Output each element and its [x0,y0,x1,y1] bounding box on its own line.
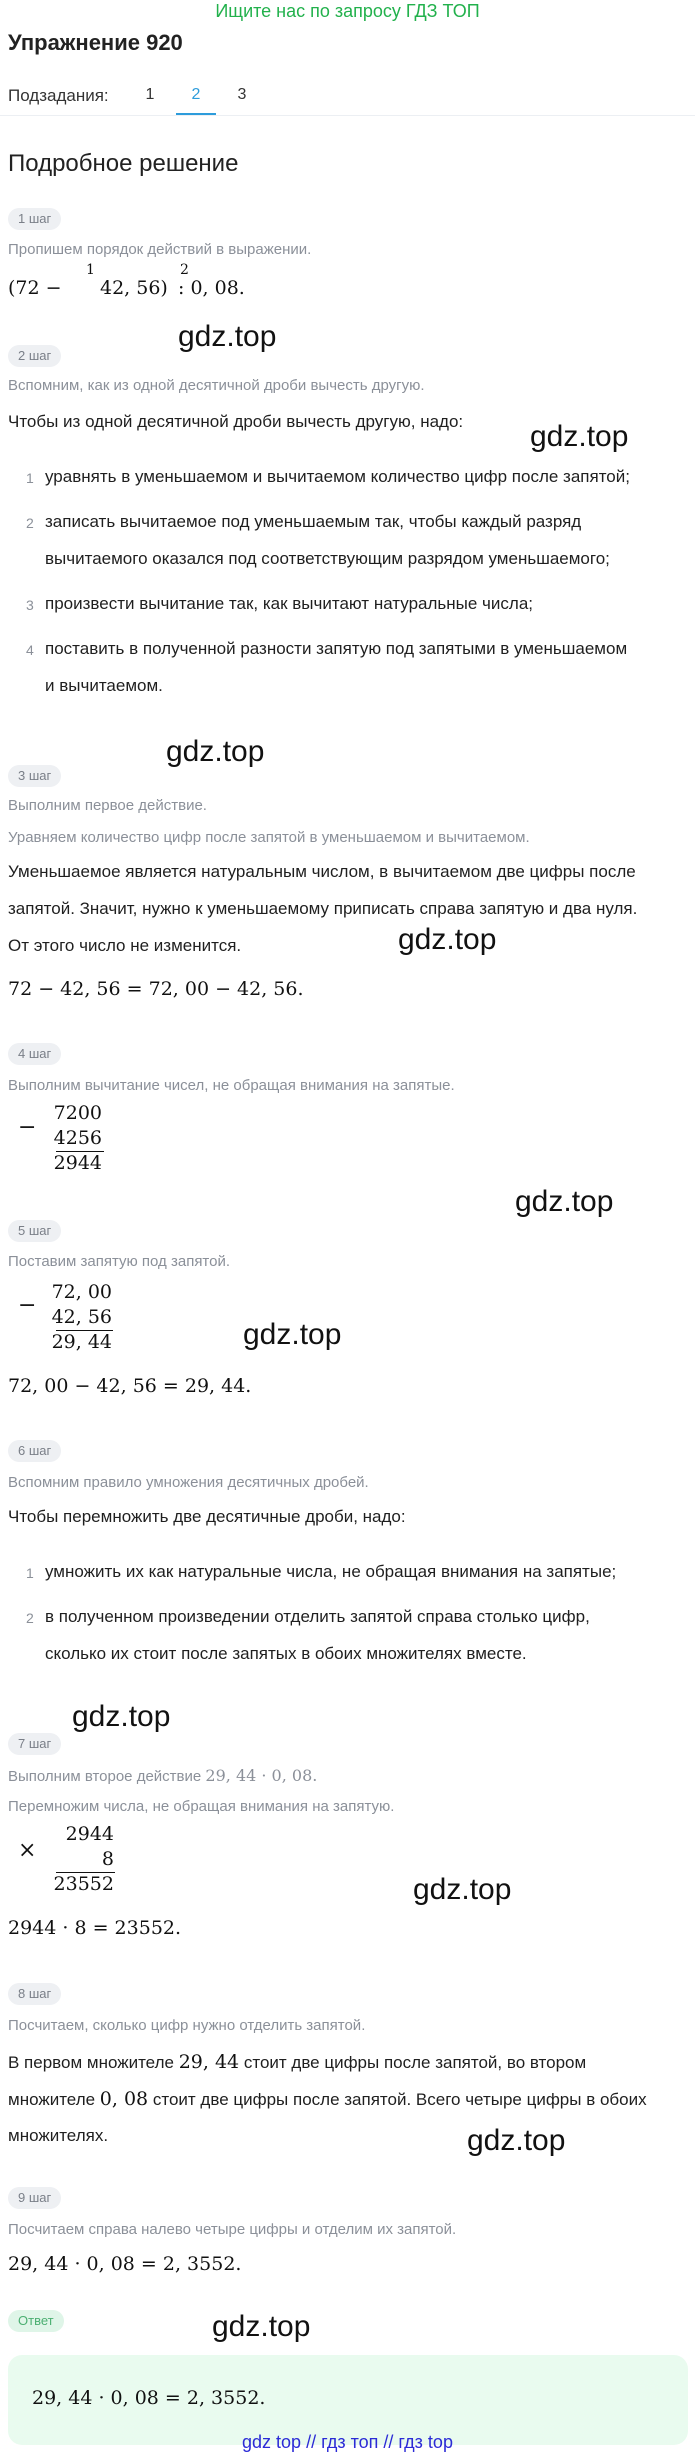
step3-text-line-1: Уменьшаемое является натуральным числом, в вычитаемом две цифры после [8,862,636,881]
list-item: поставить в полученной разности запятую под запятыми в уменьшаемом [45,639,628,658]
list-item-number: 3 [26,597,34,613]
footer-link-gdz-top-mixed[interactable]: гдз top [398,2432,453,2452]
tab-subtask-3[interactable]: 3 [237,86,247,103]
list-item-number: 1 [26,1565,34,1581]
list-item-number: 1 [26,470,34,486]
step7-hint [8,1766,317,1787]
step7-hint-text: Выполним второе действие [8,1768,206,1785]
step6-intro: Чтобы перемножить две десятичные дроби, надо: [8,1507,406,1526]
step8-line-2-math: 0, 08 [99,2088,149,2110]
list-item-number: 2 [26,1610,34,1626]
tab-subtask-2[interactable]: 2 [191,86,201,103]
step3-text-line-3: От этого число не изменится. [8,936,242,955]
expr-part-c: : 0, 08. [178,277,245,299]
section-title: Подробное решение [8,150,239,177]
tab-subtask-1[interactable]: 1 [145,86,155,103]
minuend: 7200 [53,1102,102,1124]
step3-text-line-2: запятой. Значит, нужно к уменьшаемому приписать справа запятую и два нуля. [8,899,638,918]
subtrahend: 4256 [53,1127,102,1149]
step2-hint: Вспомним, как из одной десятичной дроби вычесть другую. [8,377,425,394]
step4-hint: Выполним вычитание чисел, не обращая внимания на запятые. [8,1077,455,1094]
step7-hint-math: 29, 44 · 0, 08. [205,1766,318,1785]
multiplication-sign: × [18,1838,37,1863]
step1-expression [8,262,308,300]
step8-line-1-math: 29, 44 [178,2051,240,2073]
watermark: gdz.top [178,320,277,353]
active-tab-indicator [176,113,216,115]
step3-hint: Выполним первое действие. [8,797,207,814]
watermark: gdz.top [398,923,497,956]
step-badge-8: 8 шаг [8,1983,61,2005]
multiplier: 8 [101,1848,114,1870]
step5-hint: Поставим запятую под запятой. [8,1253,231,1270]
expr-part-a: (72 − [8,277,68,299]
step-badge-5: 5 шаг [8,1220,61,1242]
answer-formula: 29, 44 · 0, 08 = 2, 3552. [32,2387,266,2409]
step-badge-3: 3 шаг [8,765,61,787]
product: 23552 [53,1873,114,1895]
step-badge-9: 9 шаг [8,2187,61,2209]
step3-hint-2: Уравняем количество цифр после запятой в уменьшаемом и вычитаемом. [8,829,530,846]
subtraction-sign: − [18,1293,37,1318]
step9-formula: 29, 44 · 0, 08 = 2, 3552. [8,2253,242,2275]
step6-hint: Вспомним правило умножения десятичных дробей. [8,1474,369,1491]
step7-formula: 2944 · 8 = 23552. [8,1917,182,1939]
footer-separator: // [378,2432,399,2452]
step8-line-2-a: множителе [8,2090,100,2109]
step8-line-1-a: В первом множителе [8,2053,179,2072]
top-banner: Ищите нас по запросу ГДЗ ТОП [215,1,480,21]
list-item: умножить их как натуральные числа, не обращая внимания на запятые; [45,1562,617,1581]
step8-line-3: множителях. [8,2126,109,2145]
subtrahend: 42, 56 [51,1306,112,1328]
step8-line-2 [8,2082,647,2117]
watermark: gdz.top [166,735,265,768]
watermark: gdz.top [212,2310,311,2343]
watermark: gdz.top [243,1318,342,1351]
subtraction-sign: − [18,1115,37,1140]
expr-part-b: 42, 56) [100,277,168,299]
step-badge-1: 1 шаг [8,208,61,230]
step9-hint: Посчитаем справа налево четыре цифры и отделим их запятой. [8,2221,457,2238]
tabs-divider [0,115,695,116]
list-item: уравнять в уменьшаемом и вычитаемом количество цифр после запятой; [45,467,630,486]
footer-link-gdz-top-ru[interactable]: гдз топ [321,2432,379,2452]
watermark: gdz.top [467,2124,566,2157]
watermark: gdz.top [530,420,629,453]
step1-hint: Пропишем порядок действий в выражении. [8,241,312,258]
step2-intro: Чтобы из одной десятичной дроби вычесть другую, надо: [8,412,464,431]
footer-links [0,2432,695,2453]
list-item-number: 4 [26,642,34,658]
step7-hint-2: Перемножим числа, не обращая внимания на запятую. [8,1798,395,1815]
list-item-number: 2 [26,515,34,531]
watermark: gdz.top [413,1873,512,1906]
list-item-continuation: вычитаемого оказался под соответствующим разрядом уменьшаемого; [45,549,610,568]
order-mark-1: 1 [86,262,95,278]
step-badge-2: 2 шаг [8,345,61,367]
step8-hint: Посчитаем, сколько цифр нужно отделить запятой. [8,2017,366,2034]
list-item: в полученном произведении отделить запятой справа столько цифр, [45,1607,590,1626]
list-item: произвести вычитание так, как вычитают натуральные числа; [45,594,533,613]
difference: 2944 [53,1152,102,1174]
step5-formula: 72, 00 − 42, 56 = 29, 44. [8,1375,252,1397]
subtasks-label: Подзадания: [8,86,109,105]
list-item-continuation: и вычитаемом. [45,676,163,695]
step-badge-6: 6 шаг [8,1440,61,1462]
step3-formula: 72 − 42, 56 = 72, 00 − 42, 56. [8,978,304,1000]
list-item: записать вычитаемое под уменьшаемым так, чтобы каждый разряд [45,512,582,531]
step8-line-1 [8,2045,586,2080]
order-mark-2: 2 [180,262,189,278]
list-item-continuation: сколько их стоит после запятых в обоих множителях вместе. [45,1644,527,1663]
difference: 29, 44 [51,1331,112,1353]
step-badge-7: 7 шаг [8,1733,61,1755]
step8-line-1-b: стоит две цифры после запятой, во втором [239,2053,587,2072]
multiplicand: 2944 [65,1823,114,1845]
minuend: 72, 00 [51,1281,112,1303]
exercise-title: Упражнение 920 [8,30,183,55]
footer-separator: // [301,2432,322,2452]
step8-line-2-b: стоит две цифры после запятой. Всего четыре цифры в обоих [148,2090,647,2109]
watermark: gdz.top [72,1700,171,1733]
answer-badge: Ответ [8,2310,64,2332]
step-badge-4: 4 шаг [8,1043,61,1065]
watermark: gdz.top [515,1185,614,1218]
footer-link-gdz-top[interactable]: gdz top [242,2432,302,2452]
